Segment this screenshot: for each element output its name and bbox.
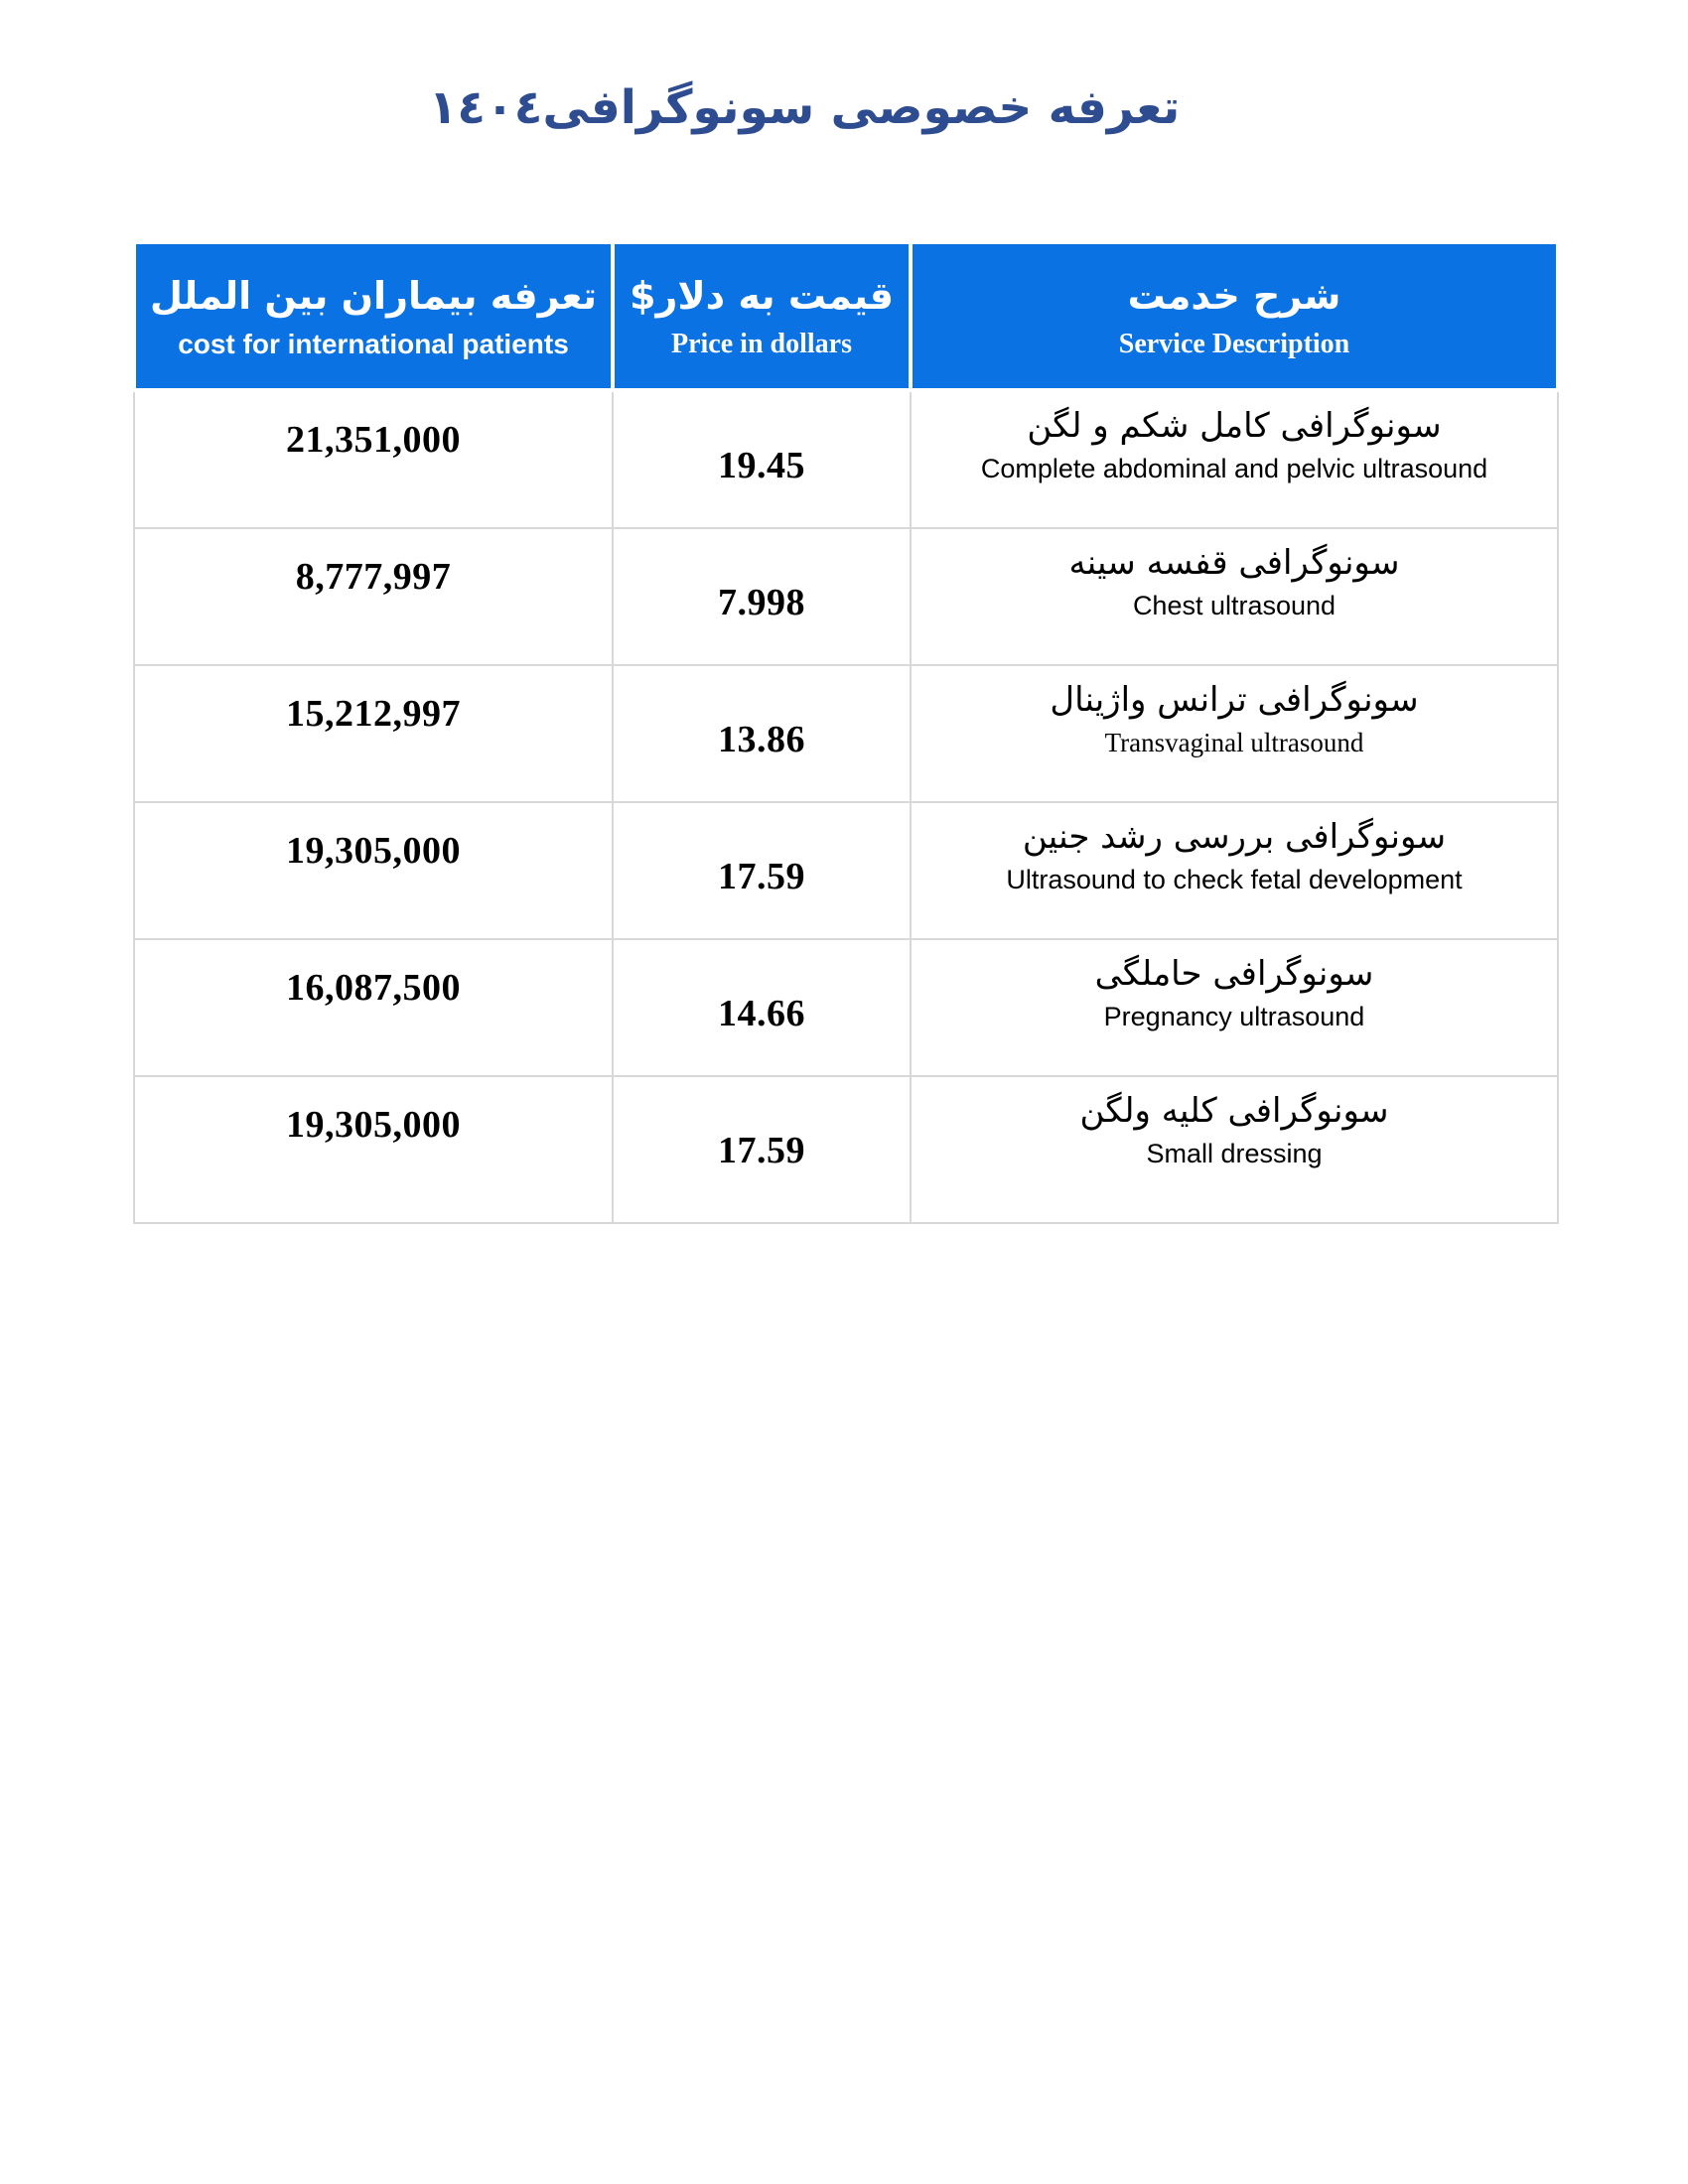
cost-value: 19,305,000 <box>286 1104 461 1146</box>
cost-cell <box>134 802 613 939</box>
cost-cell <box>134 665 613 802</box>
cost-value: 16,087,500 <box>286 967 461 1009</box>
header-service-column <box>911 242 1558 390</box>
price-cell <box>613 390 911 528</box>
header-service-en: Service Description <box>1118 328 1350 359</box>
header-price-en: Price in dollars <box>671 328 852 359</box>
header-cost-en: cost for international patients <box>178 328 569 359</box>
service-name-fa: سونوگرافی کلیه ولگن <box>1079 1091 1389 1131</box>
service-name-fa: سونوگرافی قفسه سینه <box>1068 543 1400 583</box>
cost-cell <box>134 1076 613 1223</box>
service-cell <box>911 390 1558 528</box>
header-cost-fa: تعرفه بیماران بین الملل <box>149 274 597 319</box>
price-value: 13.86 <box>718 719 805 760</box>
header-service-fa: شرح خدمت <box>1127 274 1341 319</box>
price-cell <box>613 665 911 802</box>
cost-cell <box>134 528 613 665</box>
price-value: 17.59 <box>718 856 805 897</box>
header-price-column <box>613 242 911 390</box>
table-header-row <box>134 242 1558 390</box>
service-name-en: Small dressing <box>1146 1139 1323 1169</box>
price-cell <box>613 802 911 939</box>
service-name-fa: سونوگرافی بررسی رشد جنین <box>1022 817 1447 857</box>
cost-value: 19,305,000 <box>286 830 461 872</box>
cost-cell <box>134 390 613 528</box>
service-name-en: Pregnancy ultrasound <box>1103 1002 1365 1032</box>
price-value: 7.998 <box>718 582 805 623</box>
price-value: 17.59 <box>718 1130 805 1171</box>
price-cell <box>613 1076 911 1223</box>
cost-cell <box>134 939 613 1076</box>
table-row <box>134 1076 1558 1223</box>
tariff-table <box>132 240 1560 1224</box>
service-name-fa: سونوگرافی حاملگی <box>1094 954 1374 994</box>
price-cell <box>613 939 911 1076</box>
service-name-fa: سونوگرافی ترانس واژینال <box>1050 680 1419 720</box>
cost-value: 8,777,997 <box>295 556 452 598</box>
service-name-en: Transvaginal ultrasound <box>1104 728 1364 758</box>
service-cell <box>911 528 1558 665</box>
price-cell <box>613 528 911 665</box>
service-name-en: Ultrasound to check fetal development <box>1006 865 1463 895</box>
service-cell <box>911 1076 1558 1223</box>
service-name-en: Chest ultrasound <box>1132 591 1336 621</box>
service-name-fa: سونوگرافی کامل شکم و لگن <box>1027 406 1442 446</box>
table-row <box>134 802 1558 939</box>
table-row <box>134 939 1558 1076</box>
service-name-en: Complete abdominal and pelvic ultrasound <box>980 454 1488 484</box>
service-cell <box>911 665 1558 802</box>
header-price-fa: قیمت به دلار$ <box>630 274 894 319</box>
price-value: 19.45 <box>718 445 805 486</box>
table-row <box>134 665 1558 802</box>
service-cell <box>911 802 1558 939</box>
table-row <box>134 528 1558 665</box>
cost-value: 15,212,997 <box>286 693 461 735</box>
table-row <box>134 390 1558 528</box>
header-cost-column <box>134 242 613 390</box>
service-cell <box>911 939 1558 1076</box>
page-title: تعرفه خصوصی سونوگرافی١٤٠٤ <box>428 80 1181 135</box>
price-value: 14.66 <box>718 993 805 1034</box>
cost-value: 21,351,000 <box>286 419 461 461</box>
